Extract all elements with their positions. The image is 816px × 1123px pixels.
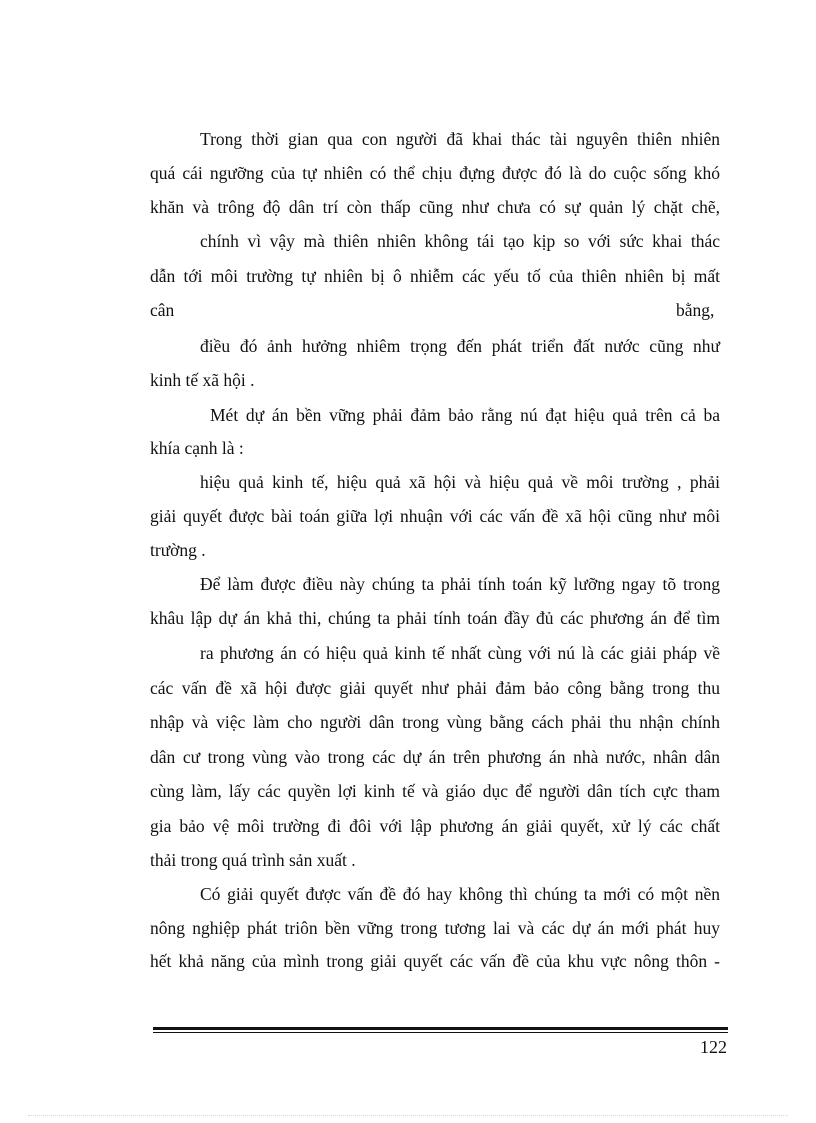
text-line: quá cái ngưỡng của tự nhiên có thể chịu đựng được đó là do cuộc sống khó bbox=[150, 163, 720, 183]
text-line: Mét dự án bền vững phải đảm bảo rằng nú đạt hiệu quả trên cả ba bbox=[210, 405, 720, 425]
footer-rule-thick bbox=[153, 1027, 728, 1030]
text-line: kinh tế xã hội . bbox=[150, 370, 255, 390]
text-line: Để làm được điều này chúng ta phải tính toán kỹ lưỡng ngay tõ trong bbox=[200, 574, 720, 594]
text-line: khía cạnh là : bbox=[150, 438, 244, 458]
text-line: hết khả năng của mình trong giải quyết các vấn đề của khu vực nông thôn - bbox=[150, 951, 720, 971]
text-line: bằng, bbox=[676, 300, 715, 320]
page-number: 122 bbox=[700, 1037, 727, 1057]
text-line: chính vì vậy mà thiên nhiên không tái tạo kịp so với sức khai thác bbox=[200, 231, 720, 251]
page-edge-dots bbox=[28, 1115, 788, 1117]
text-line: Trong thời gian qua con người đã khai thác tài nguyên thiên nhiên bbox=[200, 129, 720, 149]
text-line: gia bảo vệ môi trường đi đôi với lập phương án giải quyết, xử lý các chất bbox=[150, 816, 720, 836]
text-line: khăn và trông độ dân trí còn thấp cũng như chưa có sự quản lý chặt chẽ, bbox=[150, 197, 720, 217]
text-line: nhập và việc làm cho người dân trong vùng bằng cách phải thu nhận chính bbox=[150, 712, 720, 732]
text-line: giải quyết được bài toán giữa lợi nhuận với các vấn đề xã hội cũng như môi bbox=[150, 506, 720, 526]
text-line: Có giải quyết được vấn đề đó hay không thì chúng ta mới có một nền bbox=[200, 884, 720, 904]
text-line: khâu lập dự án khả thi, chúng ta phải tính toán đầy đủ các phương án để tìm bbox=[150, 608, 720, 628]
text-line: dân cư trong vùng vào trong các dự án trên phương án nhà nước, nhân dân bbox=[150, 747, 720, 767]
text-line: nông nghiệp phát triôn bền vững trong tương lai và các dự án mới phát huy bbox=[150, 918, 720, 938]
text-line: dẫn tới môi trường tự nhiên bị ô nhiễm các yếu tố của thiên nhiên bị mất bbox=[150, 266, 720, 286]
text-line: thải trong quá trình sản xuất . bbox=[150, 850, 356, 870]
text-line: ra phương án có hiệu quả kinh tế nhất cùng với nú là các giải pháp về bbox=[200, 643, 720, 663]
text-line: trường . bbox=[150, 540, 206, 560]
footer-rule-thin bbox=[153, 1032, 728, 1033]
text-line: cân bbox=[150, 300, 175, 320]
text-line: hiệu quả kinh tế, hiệu quả xã hội và hiệu quả về môi trường , phải bbox=[200, 472, 720, 492]
text-line: các vấn đề xã hội được giải quyết như phải đảm bảo công bằng trong thu bbox=[150, 678, 720, 698]
text-line: điều đó ảnh hưởng nhiêm trọng đến phát triển đất nước cũng như bbox=[200, 336, 720, 356]
text-line: cùng làm, lấy các quyền lợi kinh tế và giáo dục để người dân tích cực tham bbox=[150, 781, 720, 801]
